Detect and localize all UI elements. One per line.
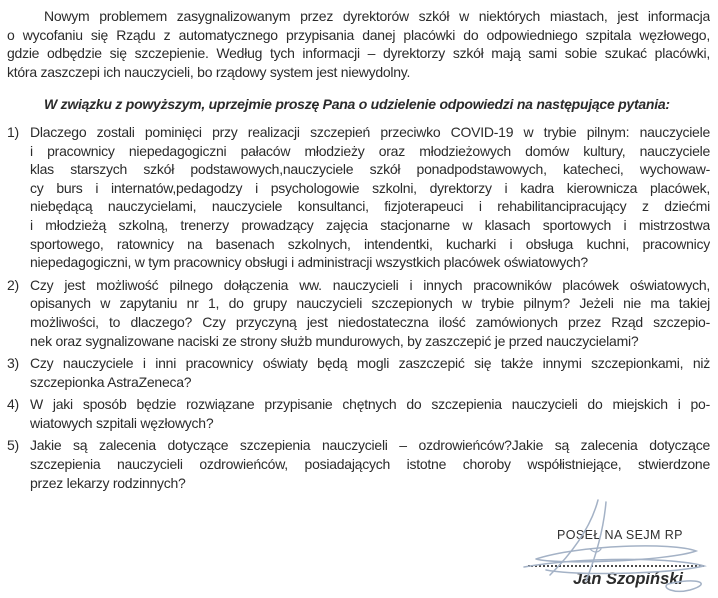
question-item-4 xyxy=(7,395,710,432)
text-line: cy burs i internatów,pedagodzy i psychologowie szkolni, dyrektorzy i kadra kierownicza placówek, xyxy=(30,179,710,196)
question-item-2 xyxy=(7,276,710,350)
text-line: Nowym problemem zasygnalizowanym przez dyrektorów szkół w niektórych miastach, jest informacja xyxy=(44,8,710,24)
signature-title: POSEŁ NA SEJM RP xyxy=(557,528,683,542)
question-number: 3) xyxy=(7,355,19,372)
question-number: 4) xyxy=(7,396,19,413)
text-line: i młodzieżą szkolną, trenerzy prowadzący zajęcia stacjonarne w klasach sportowych i mistrzostwa xyxy=(30,216,710,233)
text-line: możliwości, to dlaczego? Czy przyczyną jest niedostateczna ilość zamówionych przez Rząd szczepio- xyxy=(30,313,710,330)
signatory-name: Jan Szopiński xyxy=(572,570,684,588)
text-line: o wycofaniu się Rządu z automatycznego przypisania danej placówki do odpowiedniego szpitala węzłowego, xyxy=(7,26,710,43)
text-line: W jaki sposób będzie rozwiązane przypisanie chętnych do szczepienia nauczycieli do miejskich i po- xyxy=(30,396,710,413)
signature-stroke xyxy=(536,546,696,562)
question-item-3 xyxy=(7,354,710,391)
signature-dotted-line xyxy=(528,565,704,567)
text-line: niepedagogiczni, w tym pracownicy obsługi i administracji wszystkich placówek oświatowych? xyxy=(30,254,588,271)
signature-stroke xyxy=(590,549,601,552)
text-line: szczepienia nauczycieli ozdrowieńców, posiadających istotne choroby współistniejące, stwierdzone xyxy=(30,456,710,473)
intro-paragraph xyxy=(7,7,710,81)
text-line: sportowego, ratownicy na basenach szkolnych, intendentki, kucharki i obsługa kuchni, pracownicy xyxy=(30,235,710,252)
question-text xyxy=(30,276,710,350)
question-number: 1) xyxy=(7,123,19,140)
text-line: i pracownicy niepedagogiczni pałaców młodzieży oraz młodzieżowych domów kultury, nauczyciele xyxy=(30,142,710,159)
text-line: klas starszych szkół podstawowych,nauczyciele szkół ponadpodstawowych, katecheci, wychowaw- xyxy=(30,161,710,178)
text-line: szczepionka AstraZeneca? xyxy=(30,373,192,390)
text-line: Dlaczego zostali pominięci przy realizacji szczepień przeciwko COVID-19 w trybie pilnym: nauczyciele xyxy=(30,123,710,140)
question-number: 5) xyxy=(7,437,19,454)
question-item-1 xyxy=(7,123,710,272)
question-item-5 xyxy=(7,436,710,492)
question-text xyxy=(30,354,710,391)
text-line: gdzie odbędzie się szczepienie. Według tych informacji – dyrektorzy szkół mają sami sobie szukać placówki, xyxy=(7,45,710,62)
text-line: wiatowych szpitali węzłowych? xyxy=(30,414,214,431)
request-heading: W związku z powyższym, uprzejmie proszę Pana o udzielenie odpowiedzi na następujące pytania: xyxy=(44,96,670,113)
question-text xyxy=(30,436,710,492)
text-line: Czy jest możliwość pilnego dołączenia ww. nauczycieli i innych pracowników placówek oświatowych, xyxy=(30,276,710,293)
question-text xyxy=(30,123,710,272)
text-line: Czy nauczyciele i inni pracownicy oświaty będą mogli zaszczepić się także innymi szczepionkami, niż xyxy=(30,355,710,372)
questions-list xyxy=(7,123,710,492)
text-line: opisanych w zapytaniu nr 1, do grupy nauczycieli szczepionych w trybie pilnym? Jeżeli nie ma takiej xyxy=(30,295,710,312)
text-line: Jakie są zalecenia dotyczące szczepienia nauczycieli – ozdrowieńców?Jakie są zalecenia dotyczące xyxy=(30,437,710,454)
text-line: która zaszczepi ich nauczycieli, bo rządowy system jest niewydolny. xyxy=(7,63,411,80)
question-text xyxy=(30,395,710,432)
text-line: przez lekarzy rodzinnych? xyxy=(30,474,186,491)
text-line: niebędącą nauczycielami, nauczyciele konsultanci, fizjoterapeuci i rehabilitancipracujący z dziećmi xyxy=(30,198,710,215)
text-line: nek oraz sygnalizowane naciski ze strony służb mundurowych, by zaszczepić je przed nauczycielami? xyxy=(30,332,639,349)
question-number: 2) xyxy=(7,276,19,293)
